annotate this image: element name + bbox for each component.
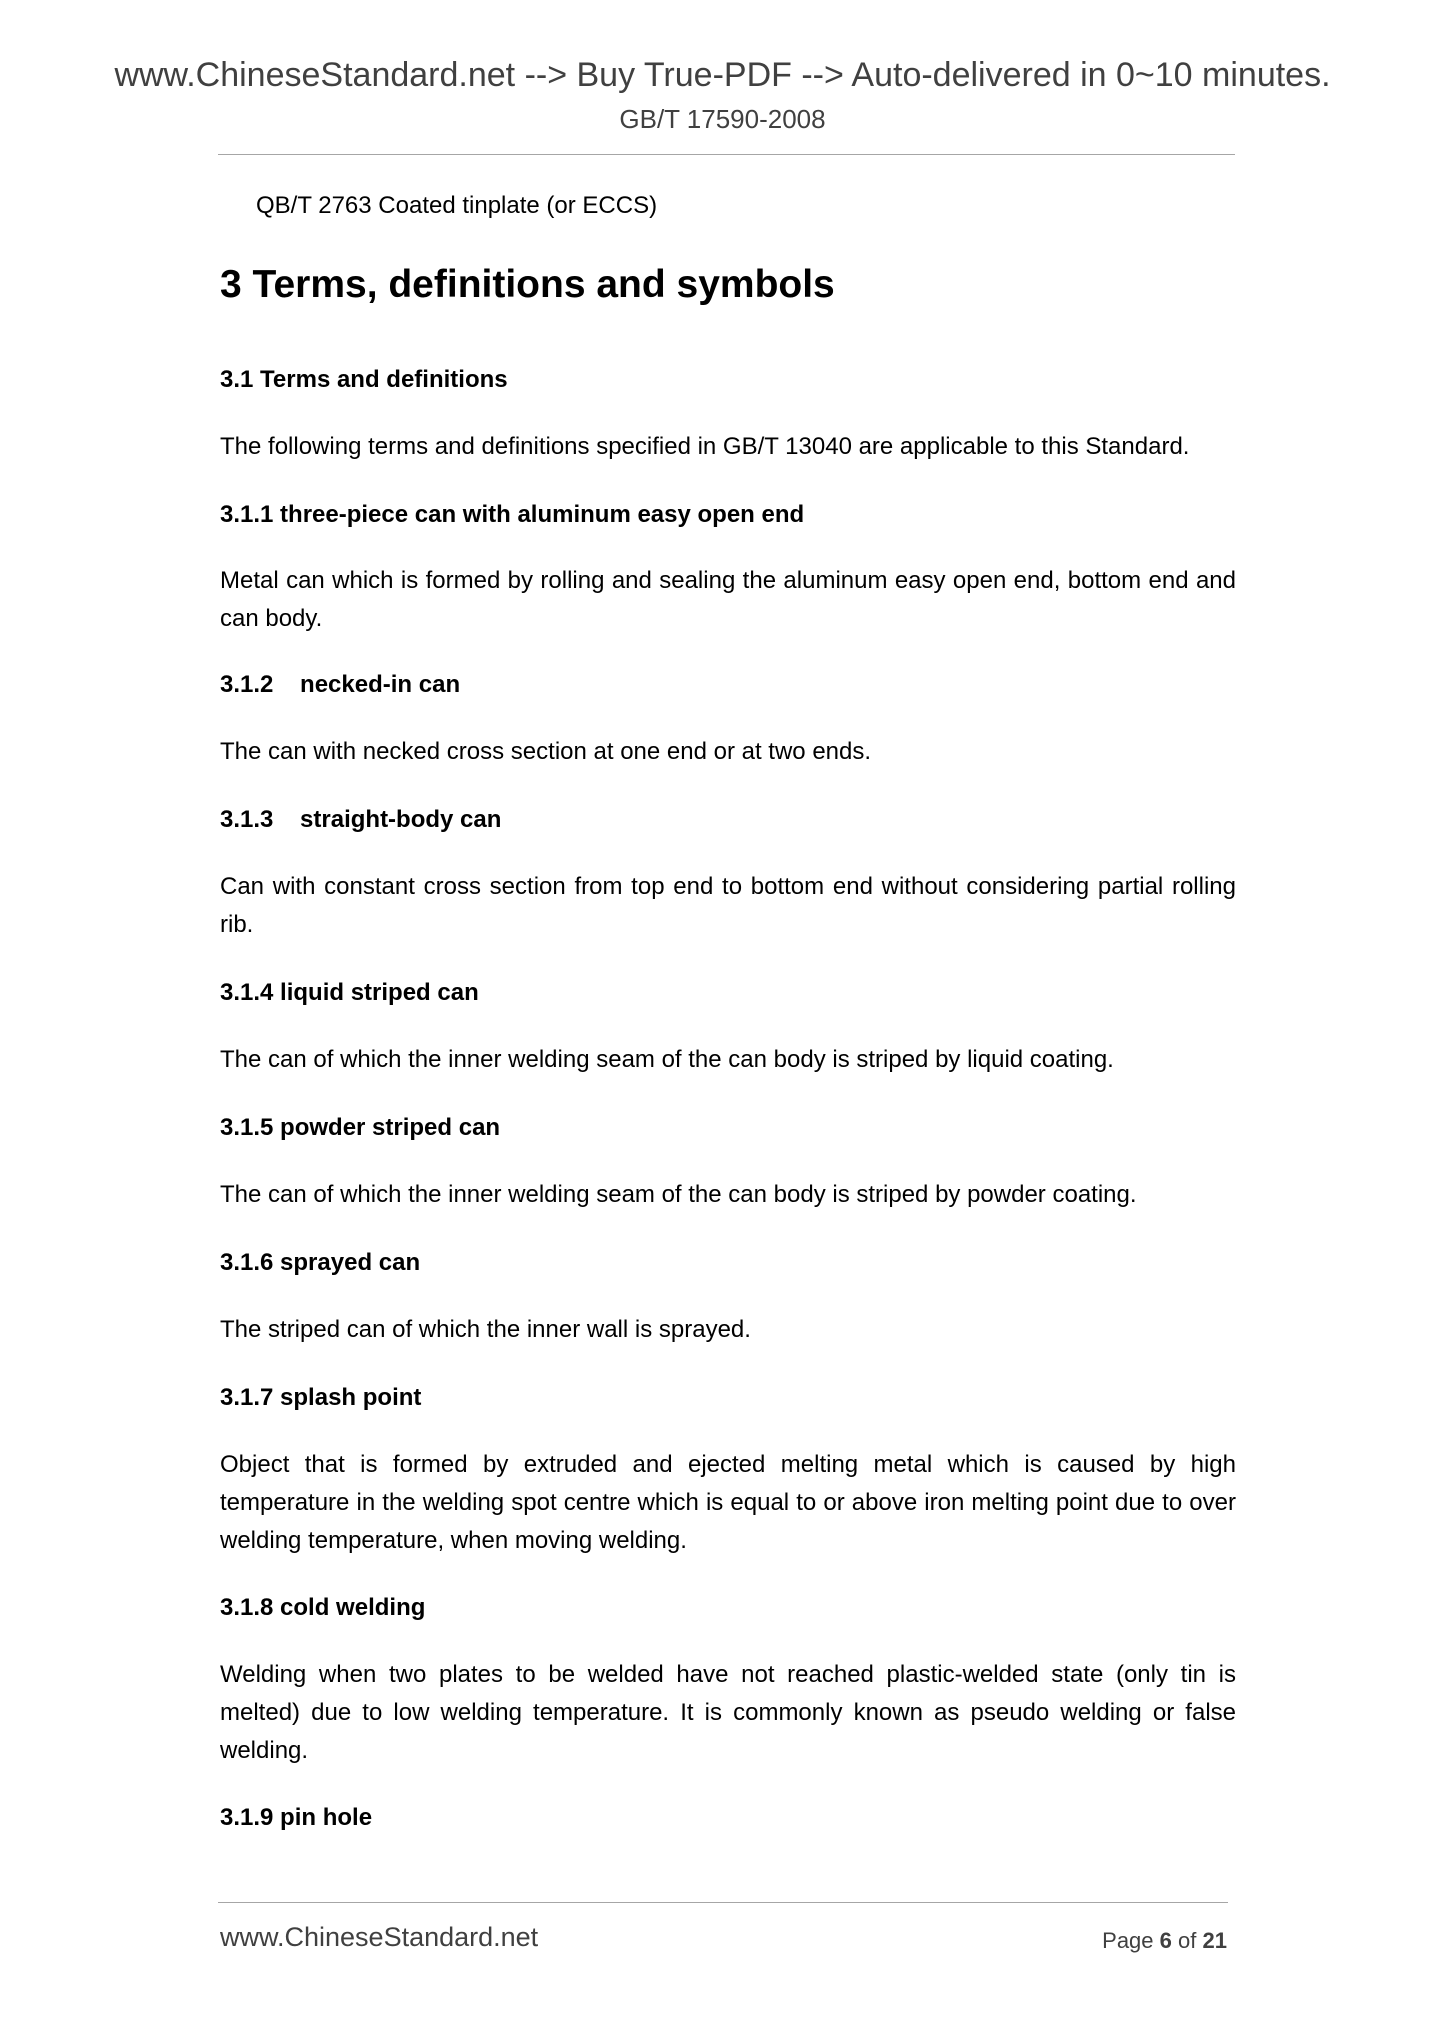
term-heading: 3.1.1 three-piece can with aluminum easy open end (220, 501, 805, 528)
intro-paragraph: The following terms and definitions specified in GB/T 13040 are applicable to this Standard. (220, 433, 1190, 460)
term-definition: Object that is formed by extruded and ejected melting metal which is caused by high temperature in the welding spot centre which is equal to or above iron melting point due to over welding temperature, when moving welding. (220, 1451, 1236, 1554)
page-of: of (1178, 1928, 1197, 1953)
term-definition: Welding when two plates to be welded have not reached plastic-welded state (only tin is melted) due to low welding temperature. It is commonly known as pseudo welding or false welding. (220, 1661, 1236, 1764)
reference-entry: QB/T 2763 Coated tinplate (or ECCS) (256, 192, 658, 219)
term-heading: 3.1.7 splash point (220, 1384, 422, 1411)
term-heading: 3.1.5 powder striped can (220, 1114, 501, 1141)
page-number (1102, 1928, 1227, 1954)
term-heading: 3.1.9 pin hole (220, 1804, 373, 1831)
subsection-title: 3.1 Terms and definitions (220, 366, 508, 393)
page-current: 6 (1159, 1928, 1172, 1953)
term-heading: 3.1.8 cold welding (220, 1594, 426, 1621)
term-heading: 3.1.3 straight-body can (220, 806, 502, 833)
term-heading: 3.1.6 sprayed can (220, 1249, 421, 1276)
promo-banner: www.ChineseStandard.net --> Buy True-PDF --> Auto-delivered in 0~10 minutes. (114, 56, 1331, 94)
term-definition: The can of which the inner welding seam of the can body is striped by liquid coating. (220, 1046, 1114, 1073)
header-divider (218, 154, 1235, 155)
term-heading: 3.1.4 liquid striped can (220, 979, 479, 1006)
standard-code: GB/T 17590-2008 (619, 104, 826, 134)
footer-site: www.ChineseStandard.net (220, 1922, 539, 1952)
section-title: 3 Terms, definitions and symbols (220, 263, 835, 306)
term-definition: Metal can which is formed by rolling and sealing the aluminum easy open end, bottom end and can body. (220, 567, 1236, 632)
footer-divider (218, 1902, 1228, 1903)
page-word: Page (1102, 1928, 1154, 1953)
term-heading: 3.1.2 necked-in can (220, 671, 461, 698)
term-definition: The striped can of which the inner wall is sprayed. (220, 1316, 751, 1343)
term-definition: The can with necked cross section at one end or at two ends. (220, 738, 872, 765)
term-definition: The can of which the inner welding seam of the can body is striped by powder coating. (220, 1181, 1137, 1208)
page-total: 21 (1202, 1928, 1227, 1953)
term-definition: Can with constant cross section from top end to bottom end without considering partial rolling rib. (220, 873, 1236, 938)
